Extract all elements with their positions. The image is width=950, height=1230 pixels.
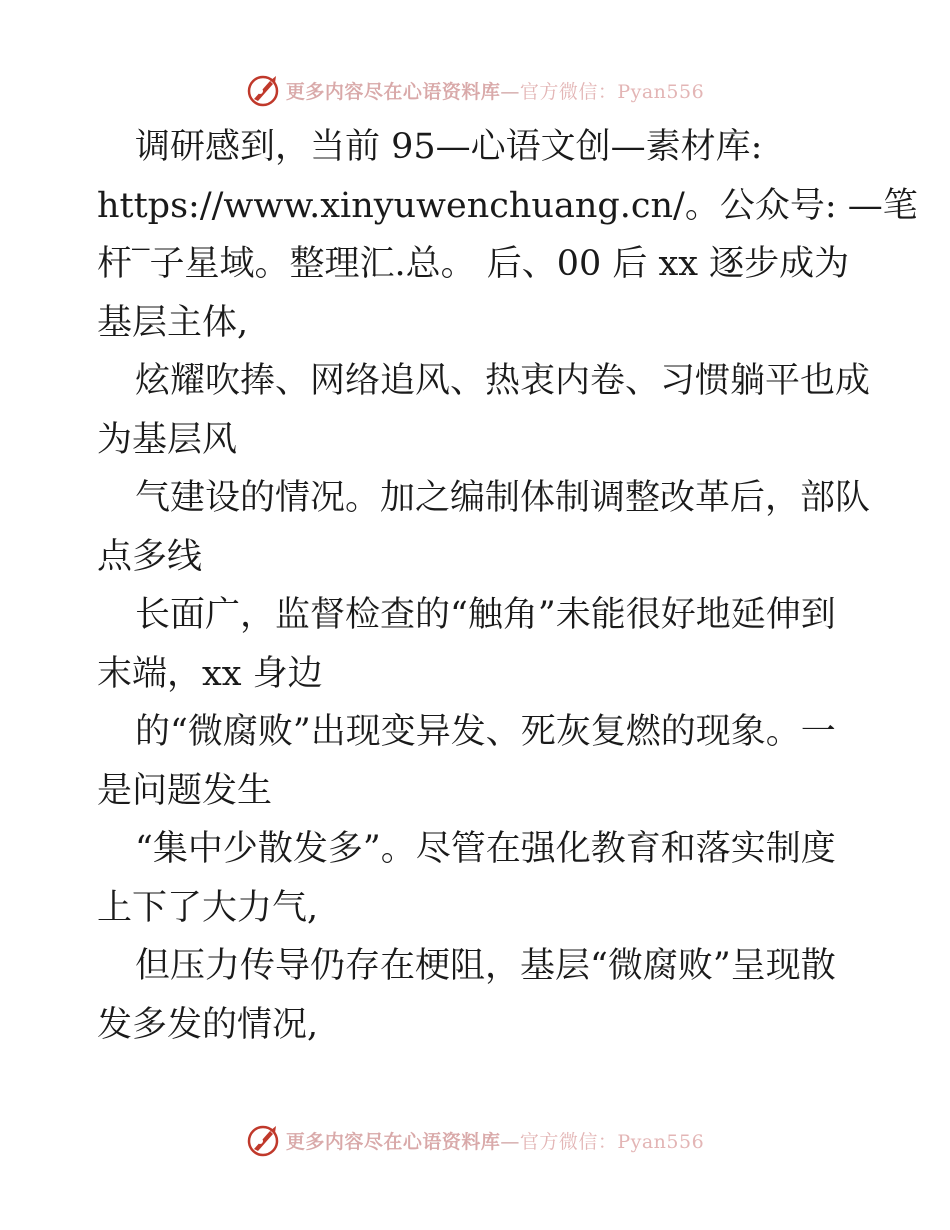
text-line: 是问题发生 <box>97 770 273 811</box>
text-line: https://www.xinyuwenchuang.cn/。公众号: —笔 <box>97 185 918 226</box>
text-line: 的“微腐败”出现变异发、死灰复燃的现象。一 <box>135 712 836 752</box>
header-banner <box>0 70 950 110</box>
text-line: 上下了大力气, <box>97 887 319 928</box>
text-line: 杆‾子星域。整理汇.总。 后、00 后 xx 逐步成为 <box>97 244 850 284</box>
banner-wechat: 官方微信：Pyan556 <box>519 1130 705 1153</box>
text-line: “集中少散发多”。尽管在强化教育和落实制度 <box>135 829 836 869</box>
text-line: 但压力传导仍存在梗阻，基层“微腐败”呈现散 <box>135 946 836 986</box>
document-body <box>97 118 918 1054</box>
quill-logo-icon <box>246 73 280 107</box>
text-line: 基层主体, <box>97 302 249 343</box>
footer-banner <box>0 1120 950 1160</box>
text-line: 气建设的情况。加之编制体制调整改革后，部队 <box>135 478 871 518</box>
text-line: 发多发的情况, <box>97 1004 319 1045</box>
banner-wechat: 官方微信：Pyan556 <box>519 80 705 103</box>
banner-title: 更多内容尽在心语资料库 <box>285 1130 501 1153</box>
text-line: 调研感到，当前 95—心语文创—素材库: <box>135 127 763 167</box>
text-line: 点多线 <box>97 536 203 577</box>
banner-title: 更多内容尽在心语资料库 <box>285 80 501 103</box>
banner-dash: — <box>500 1130 520 1153</box>
text-line: 为基层风 <box>97 419 238 460</box>
banner-dash: — <box>500 80 520 103</box>
text-line: 末端，xx 身边 <box>97 653 323 694</box>
text-line: 长面广，监督检查的“触角”未能很好地延伸到 <box>135 595 836 635</box>
text-line: 炫耀吹捧、网络追风、热衷内卷、习惯躺平也成 <box>135 361 871 401</box>
quill-logo-icon <box>246 1123 280 1157</box>
